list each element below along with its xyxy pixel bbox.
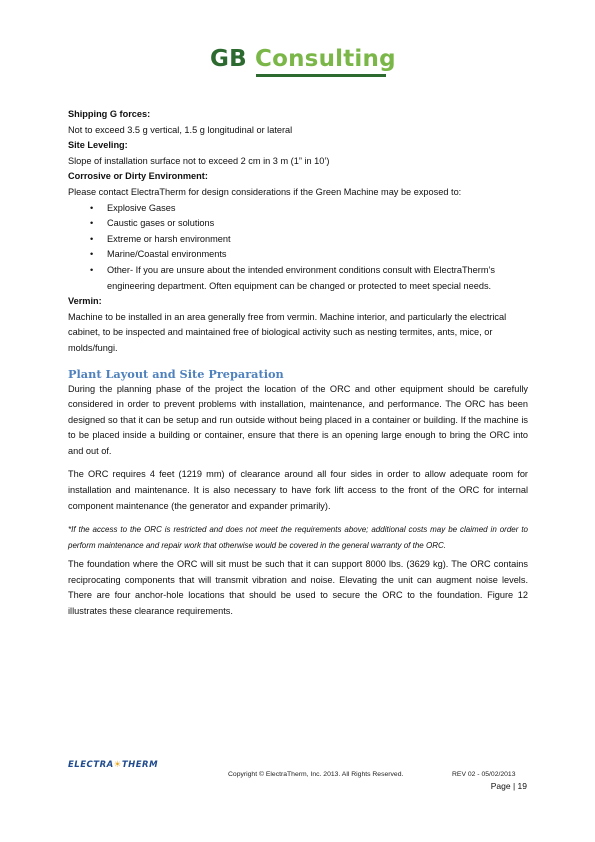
page-number: Page | 19	[490, 781, 527, 791]
shipping-label: Shipping G forces:	[68, 109, 151, 119]
environment-list	[68, 201, 528, 295]
paragraph-clearance: The ORC requires 4 feet (1219 mm) of clearance around all four sides in order to allow adequate room for installation and maintenance. It is also necessary to have fork lift access to the front of the ORC for internal component maintenance (the generator and expander primarily).	[68, 469, 528, 511]
access-note: *If the access to the ORC is restricted and does not meet the requirements above; additional costs may be claimed in order to perform maintenance and repair work that otherwise would be covered in the general warranty of the ORC.	[68, 525, 528, 550]
logo-underline	[256, 74, 386, 77]
electratherm-logo	[68, 760, 158, 770]
corrosive-label: Corrosive or Dirty Environment:	[68, 171, 208, 182]
logo-therm-text: THERM	[121, 760, 159, 770]
leveling-text: Slope of installation surface not to exceed 2 cm in 3 m (1” in 10’)	[68, 155, 330, 166]
vermin-text: Machine to be installed in an area generally free from vermin. Machine interior, and particularly the electrical cabinet, to be inspected and maintained free of biological activity such as nesting termites, ants, mice, or molds/fungi.	[68, 311, 507, 353]
shipping-text: Not to exceed 3.5 g vertical, 1.5 g longitudinal or lateral	[68, 124, 293, 135]
paragraph-planning: During the planning phase of the project the location of the ORC and other equipment should be carefully considered in order to prevent problems with installation, maintenance, and performance. The ORC has been designed so that it can be setup and run outside without being placed in a container or building. If the machine is to be placed inside a building or container, ensure that there is an opening large enough to bring the ORC into and out of.	[68, 383, 528, 456]
logo-consulting-text: Consulting	[255, 46, 396, 72]
gb-consulting-logo	[210, 46, 396, 72]
leveling-label: Site Leveling:	[68, 140, 128, 151]
list-item: • Explosive Gases	[90, 201, 528, 217]
page-content	[68, 107, 528, 619]
revision-text: REV 02 - 05/02/2013	[452, 771, 516, 778]
list-item: • Extreme or harsh environment	[90, 232, 528, 248]
list-item: • Marine/Coastal environments	[90, 247, 528, 263]
copyright-text: Copyright © ElectraTherm, Inc. 2013. All Rights Reserved.	[228, 771, 404, 778]
paragraph-foundation: The foundation where the ORC will sit must be such that it can support 8000 lbs. (3629 kg). The ORC contains reciprocating components that will transmit vibration and noise. Elevating the unit can augment noise levels. There are four anchor-hole locations that should be used to secure the ORC to the foundation. Figure 12 illustrates these clearance requirements.	[68, 559, 528, 616]
section-heading: Plant Layout and Site Preparation	[68, 366, 284, 381]
list-item: • Other- If you are unsure about the intended environment conditions consult with ElectraTherm’s engineering department. Often equipment can be changed or protected to meet special needs.	[90, 263, 528, 294]
logo-electra-text: ELECTRA	[68, 760, 114, 770]
corrosive-text: Please contact ElectraTherm for design considerations if the Green Machine may be exposed to:	[68, 186, 462, 197]
sun-icon: ☀	[113, 760, 122, 770]
logo-gb-text: GB	[210, 46, 247, 72]
vermin-label: Vermin:	[68, 296, 102, 307]
list-item: • Caustic gases or solutions	[90, 216, 528, 232]
